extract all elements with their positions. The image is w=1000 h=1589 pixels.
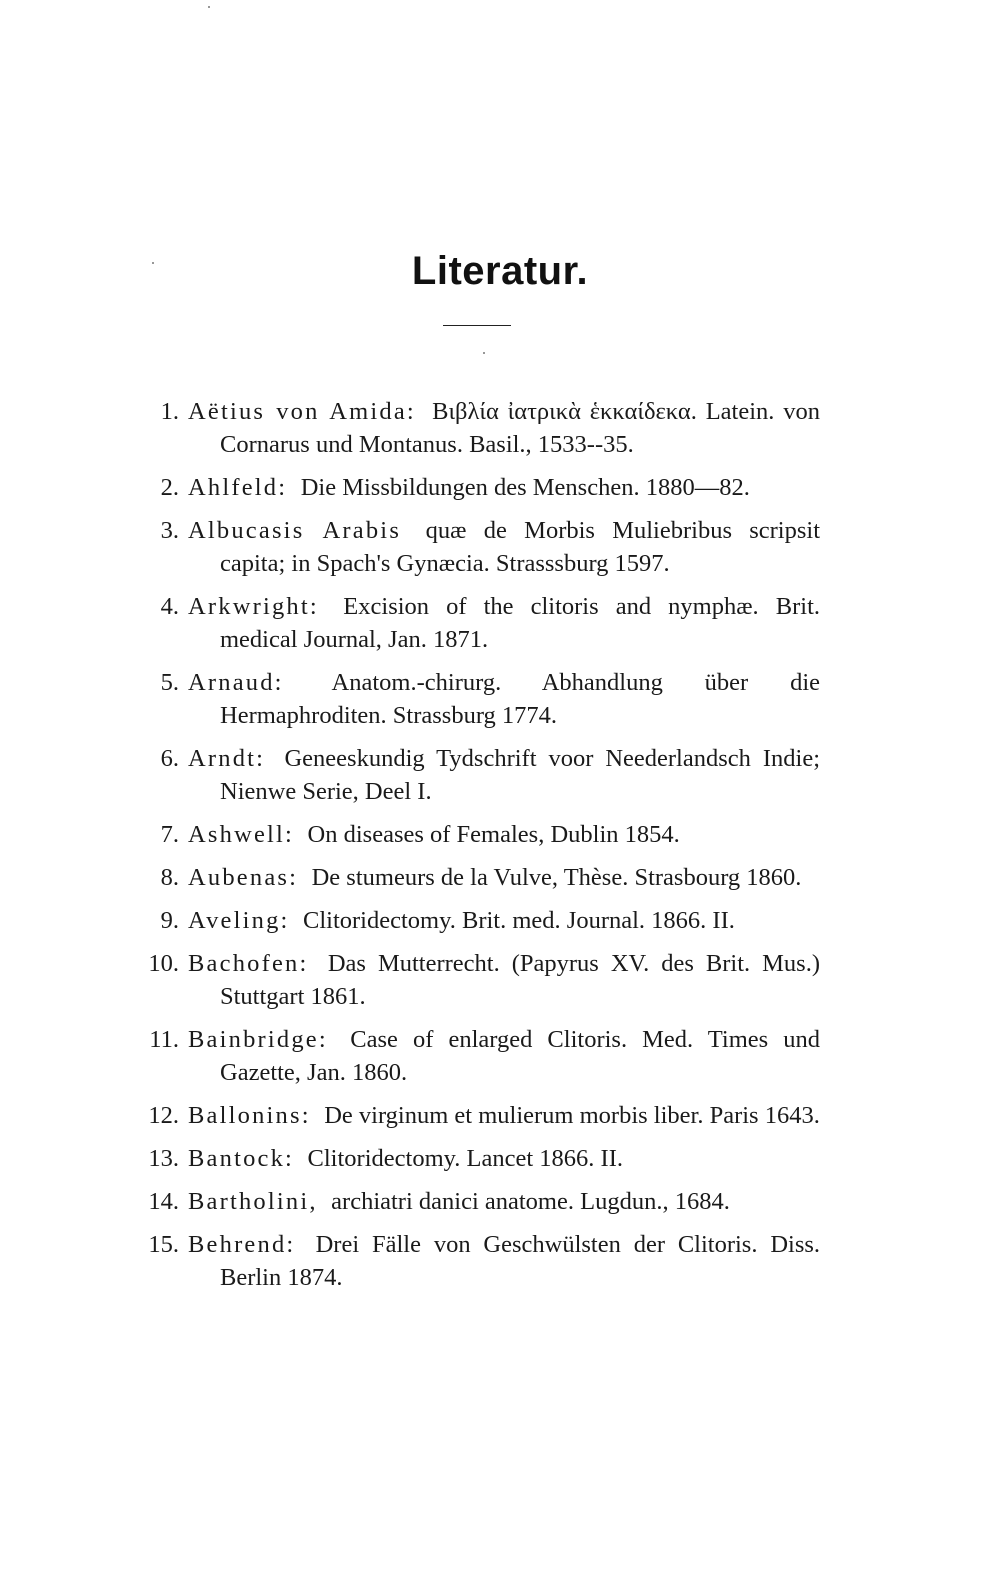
title-divider bbox=[443, 325, 511, 326]
entry-number: 1. bbox=[160, 398, 179, 425]
entry-text: archiatri danici anatome. Lugdun., 1684. bbox=[331, 1188, 730, 1215]
bibliography-entry bbox=[120, 514, 820, 580]
bibliography-entry bbox=[120, 471, 820, 504]
entry-number: 6. bbox=[160, 745, 179, 772]
entry-text: quæ de Morbis Muliebribus scripsit capita; in Spach's Gynæcia. Strasssburg 1597. bbox=[220, 517, 821, 577]
entry-number: 13. bbox=[148, 1145, 179, 1172]
bibliography-entry bbox=[120, 861, 820, 894]
bibliography-entry bbox=[120, 1023, 820, 1089]
bibliography-entry bbox=[120, 1228, 820, 1294]
entry-author: Albucasis Arabis bbox=[188, 517, 402, 544]
entry-author: Ashwell: bbox=[188, 821, 295, 848]
entry-number: 9. bbox=[160, 907, 179, 934]
entry-text: Excision of the clitoris and nymphæ. Brit. medical Journal, Jan. 1871. bbox=[220, 593, 820, 653]
entry-text: Clitoridectomy. Lancet 1866. II. bbox=[307, 1145, 623, 1172]
entry-number: 7. bbox=[160, 821, 179, 848]
entry-number: 14. bbox=[148, 1188, 179, 1215]
entry-author: Bantock: bbox=[188, 1145, 295, 1172]
bibliography-entry bbox=[120, 666, 820, 732]
bibliography-list bbox=[120, 395, 820, 1304]
entry-author: Arkwright: bbox=[188, 593, 319, 620]
entry-number: 15. bbox=[148, 1231, 179, 1258]
entry-number: 8. bbox=[160, 864, 179, 891]
bibliography-entry bbox=[120, 904, 820, 937]
entry-text: Anatom.-chirurg. Abhandlung über die Hermaphroditen. Strassburg 1774. bbox=[220, 669, 820, 729]
entry-author: Ballonins: bbox=[188, 1102, 311, 1129]
entry-text: Drei Fälle von Geschwülsten der Clitoris. Diss. Berlin 1874. bbox=[220, 1231, 821, 1291]
entry-author: Bartholini, bbox=[188, 1188, 318, 1215]
bibliography-entry bbox=[120, 1185, 820, 1218]
entry-author: Aëtius von Amida: bbox=[188, 398, 416, 425]
bibliography-entry bbox=[120, 947, 820, 1013]
bibliography-entry bbox=[120, 818, 820, 851]
print-speck bbox=[152, 262, 154, 264]
bibliography-entry bbox=[120, 1142, 820, 1175]
entry-number: 12. bbox=[148, 1102, 179, 1129]
entry-author: Bachofen: bbox=[188, 950, 309, 977]
bibliography-entry bbox=[120, 1099, 820, 1132]
entry-text: De virginum et mulierum morbis liber. Paris 1643. bbox=[324, 1102, 820, 1129]
entry-number: 3. bbox=[160, 517, 179, 544]
entry-author: Arnaud: bbox=[188, 669, 284, 696]
entry-text: Das Mutterrecht. (Papyrus XV. des Brit. Mus.) Stuttgart 1861. bbox=[220, 950, 821, 1010]
entry-author: Behrend: bbox=[188, 1231, 296, 1258]
entry-author: Arndt: bbox=[188, 745, 266, 772]
bibliography-entry bbox=[120, 395, 820, 461]
entry-text: Case of enlarged Clitoris. Med. Times und Gazette, Jan. 1860. bbox=[220, 1026, 820, 1086]
entry-author: Aubenas: bbox=[188, 864, 299, 891]
print-speck bbox=[208, 6, 210, 8]
entry-number: 5. bbox=[160, 669, 179, 696]
entry-number: 10. bbox=[148, 950, 179, 977]
entry-text: Βιβλία ἰατρικὰ ἑκκαίδεκα. Latein. von Cornarus und Montanus. Basil., 1533--35. bbox=[220, 398, 820, 458]
entry-number: 11. bbox=[149, 1026, 179, 1053]
entry-number: 4. bbox=[160, 593, 179, 620]
print-speck bbox=[483, 352, 485, 354]
entry-author: Aveling: bbox=[188, 907, 290, 934]
entry-text: De stumeurs de la Vulve, Thèse. Strasbourg 1860. bbox=[311, 864, 802, 891]
entry-text: Clitoridectomy. Brit. med. Journal. 1866. II. bbox=[303, 907, 735, 934]
page-title: Literatur. bbox=[411, 248, 589, 293]
entry-text: Geneeskundig Tydschrift voor Neederlandsch Indie; Nienwe Serie, Deel I. bbox=[220, 745, 821, 805]
entry-number: 2. bbox=[160, 474, 179, 501]
entry-text: Die Missbildungen des Menschen. 1880—82. bbox=[300, 474, 750, 501]
entry-author: Bainbridge: bbox=[188, 1026, 328, 1053]
bibliography-entry bbox=[120, 590, 820, 656]
bibliography-entry bbox=[120, 742, 820, 808]
entry-text: On diseases of Females, Dublin 1854. bbox=[307, 821, 680, 848]
entry-author: Ahlfeld: bbox=[188, 474, 288, 501]
